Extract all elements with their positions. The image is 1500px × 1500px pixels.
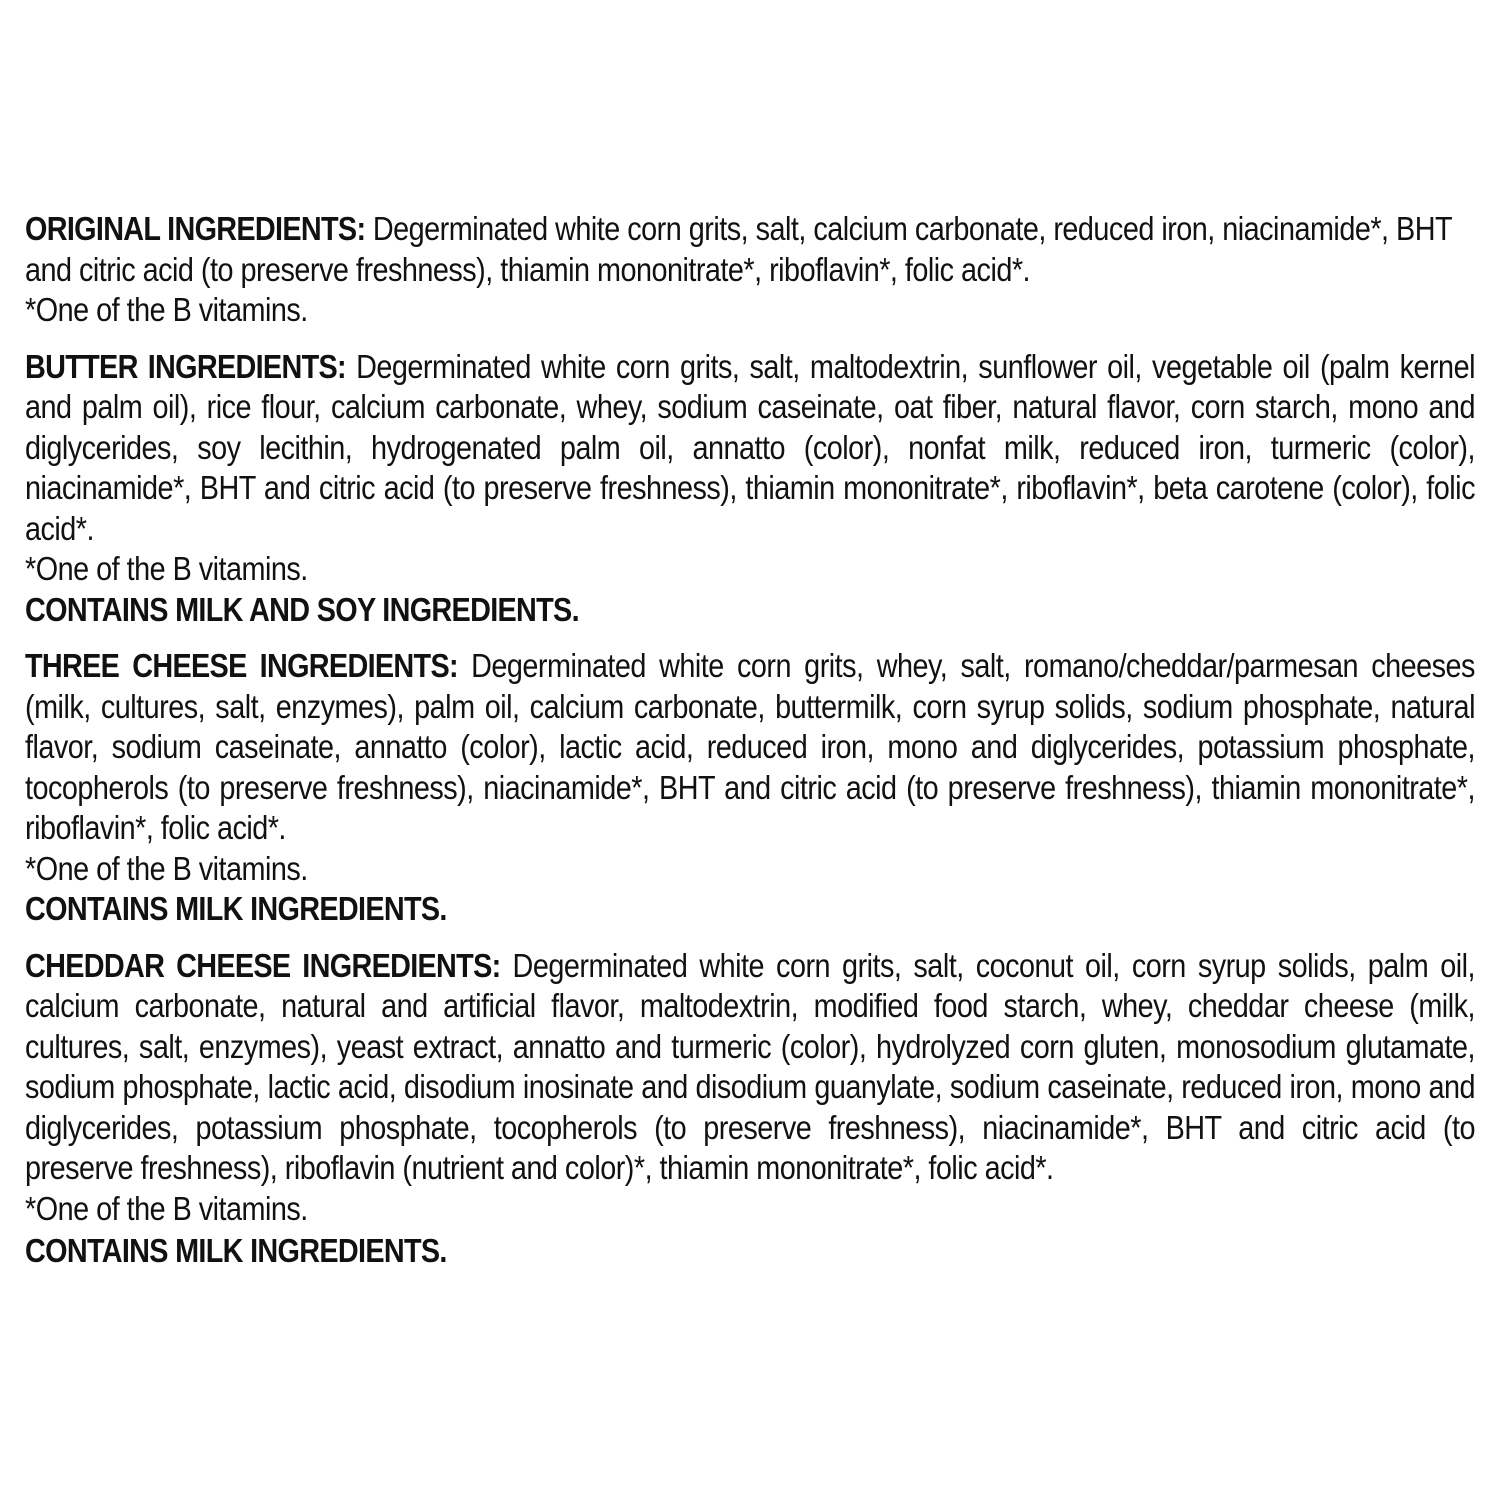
vitamin-note: *One of the B vitamins. bbox=[25, 292, 308, 329]
section-heading: THREE CHEESE INGREDIENTS: bbox=[25, 648, 458, 685]
ingredients-text: Degerminated white corn grits, salt, maltodextrin, sunflower oil, vegetable oil (palm kernel and palm oil), rice flour, calcium carbonate, whey, sodium caseinate, oat fiber, natural flavor, corn starch, mono and diglycerides, soy lecithin, hydrogenated palm oil, annatto (color), nonfat milk, reduced iron, turmeric (color), niacinamide*, BHT and citric acid (to preserve freshness), thiamin mononitrate*, riboflavin*, beta carotene (color), folic acid*. bbox=[25, 348, 1475, 548]
section-three-cheese bbox=[25, 647, 1475, 931]
ingredients-label bbox=[25, 210, 1475, 1273]
section-heading: ORIGINAL INGREDIENTS: bbox=[25, 211, 366, 248]
allergen-statement: CONTAINS MILK INGREDIENTS. bbox=[25, 891, 447, 928]
vitamin-note: *One of the B vitamins. bbox=[25, 1190, 308, 1228]
ingredients-text: Degerminated white corn grits, salt, calcium carbonate, reduced iron, niacinamide*, BHT and citric acid (to preserve freshness), thiamin mononitrate*, riboflavin*, folic acid*. bbox=[25, 211, 1452, 289]
ingredients-text: Degerminated white corn grits, whey, salt, romano/cheddar/parmesan cheeses (milk, cultures, salt, enzymes), palm oil, calcium carbonate, buttermilk, corn syrup solids, sodium phosphate, natural flavor, sodium caseinate, annatto (color), lactic acid, reduced iron, mono and diglycerides, potassium phosphate, tocopherols (to preserve freshness), niacinamide*, BHT and citric acid (to preserve freshness), thiamin mononitrate*, riboflavin*, folic acid*. bbox=[25, 648, 1475, 847]
ingredients-text: Degerminated white corn grits, salt, coconut oil, corn syrup solids, palm oil, calcium carbonate, natural and artificial flavor, maltodextrin, modified food starch, whey, cheddar cheese (milk, cultures, salt, enzymes), yeast extract, annatto and turmeric (color), hydrolyzed corn gluten, monosodium glutamate, sodium phosphate, lactic acid, disodium inosinate and disodium guanylate, sodium caseinate, reduced iron, mono and diglycerides, potassium phosphate, tocopherols (to preserve freshness), niacinamide*, BHT and citric acid (to preserve freshness), riboflavin (nutrient and color)*, thiamin mononitrate*, folic acid*. bbox=[25, 947, 1475, 1187]
vitamin-note: *One of the B vitamins. bbox=[25, 850, 308, 888]
section-heading: CHEDDAR CHEESE INGREDIENTS: bbox=[25, 947, 501, 985]
ingredients-paragraph bbox=[25, 348, 1475, 551]
section-original bbox=[25, 210, 1475, 332]
ingredients-paragraph bbox=[25, 210, 1475, 291]
allergen-statement: CONTAINS MILK AND SOY INGREDIENTS. bbox=[25, 591, 579, 629]
section-butter bbox=[25, 348, 1475, 632]
section-heading: BUTTER INGREDIENTS: bbox=[25, 348, 346, 386]
vitamin-note: *One of the B vitamins. bbox=[25, 551, 308, 588]
ingredients-paragraph bbox=[25, 647, 1475, 850]
allergen-statement: CONTAINS MILK INGREDIENTS. bbox=[25, 1233, 447, 1270]
ingredients-paragraph bbox=[25, 947, 1475, 1190]
section-cheddar-cheese bbox=[25, 947, 1475, 1273]
